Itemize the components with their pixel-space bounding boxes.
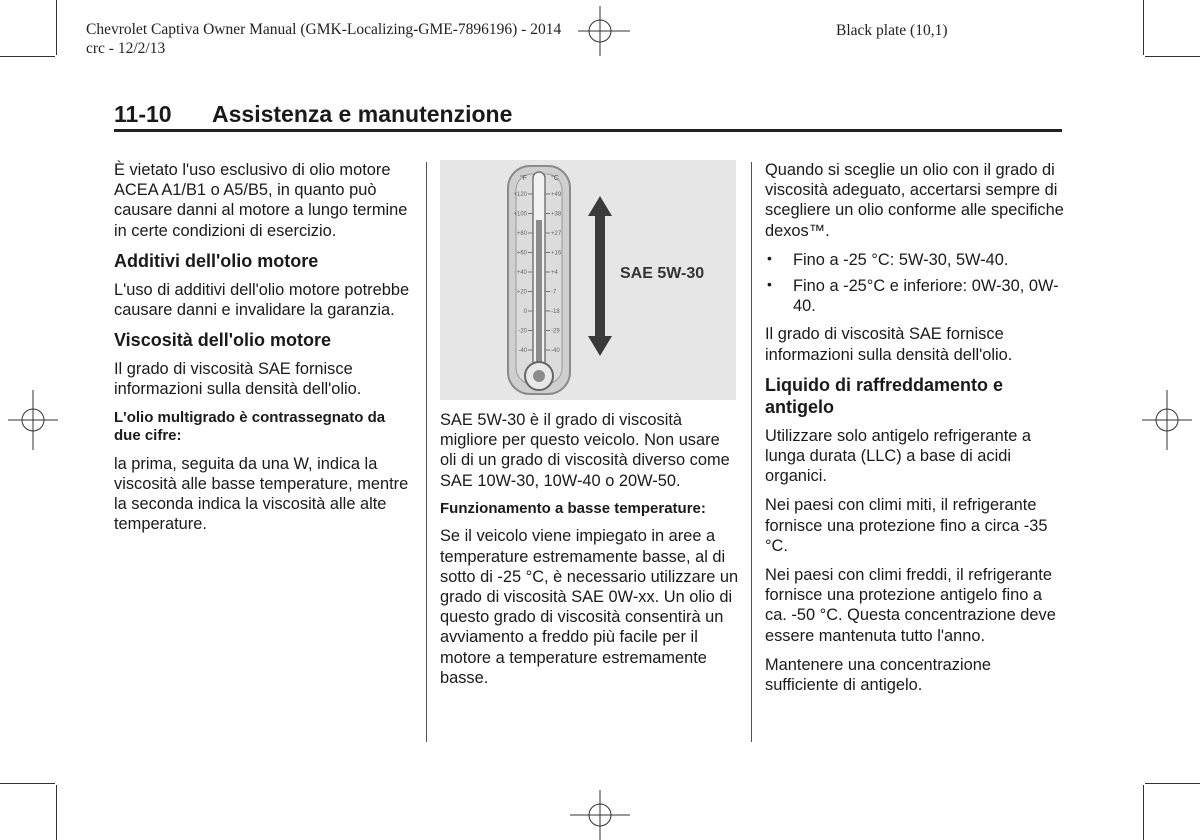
print-date-line: crc - 12/2/13 [86, 40, 166, 57]
bullet-marker: • [767, 249, 772, 266]
list-item-text: Fino a -25°C e inferiore: 0W-30, 0W-40. [793, 277, 1059, 316]
page-number: 11-10 [114, 101, 172, 127]
intro-paragraph: È vietato l'uso esclusivo di olio motore ACEA A1/B1 o A5/B5, in quanto può causare danni al motore a lungo termine in certe condizioni di esercizio. [114, 161, 408, 240]
tick-label-fahrenheit: +80 [516, 231, 527, 237]
paragraph-llc: Utilizzare solo antigelo refrigerante a lunga durata (LLC) a base di acidi organici. [765, 426, 1032, 486]
paragraph-viscosita: Il grado di viscosità SAE fornisce informazioni sulla densità dell'olio. [114, 360, 362, 399]
unit-fahrenheit: °F [520, 175, 528, 182]
tick-label-fahrenheit: -40 [518, 348, 527, 354]
paragraph-climi-miti: Nei paesi con climi miti, il refrigerante fornisce una protezione fino a circa -35 °C. [765, 496, 1048, 555]
tick-label-fahrenheit: 0 [523, 309, 527, 315]
list-item-text: Fino a -25 °C: 5W-30, 5W-40. [793, 250, 1009, 269]
crop-mark [1143, 0, 1144, 55]
tick-label-celsius: -18 [551, 309, 560, 315]
column-3 [765, 160, 1065, 704]
crop-mark [56, 0, 57, 55]
manual-title-line: Chevrolet Captiva Owner Manual (GMK-Localizing-GME-7896196) - 2014 [86, 21, 562, 38]
unit-celsius: °C [551, 175, 559, 182]
registration-mark-right [1140, 390, 1200, 450]
tick-label-fahrenheit: +40 [516, 270, 527, 276]
viscosity-figure [440, 160, 736, 400]
registration-mark-top [570, 6, 630, 56]
crop-mark [56, 785, 57, 840]
list-item [765, 276, 1065, 316]
bullet-marker: • [767, 276, 772, 293]
figure-caption: SAE 5W-30 è il grado di viscosità migliore per questo veicolo. Non usare oli di un grado di viscosità diverso come SAE 10W-30, 10W-40 o 20W-50. [440, 411, 730, 490]
crop-mark [1145, 783, 1200, 784]
tick-label-fahrenheit: -20 [518, 328, 527, 335]
tick-label-fahrenheit: +20 [516, 289, 527, 296]
intro-paragraph: Quando si sceglie un olio con il grado di viscosità adeguato, accertarsi sempre di scegliere un olio conforme alle specifiche dexos™. [765, 161, 1064, 240]
heading-additivi: Additivi dell'olio motore [114, 250, 319, 271]
tick-label-fahrenheit: +120 [513, 192, 527, 198]
tick-label-celsius: -40 [551, 348, 560, 354]
tick-label-celsius: +16 [551, 250, 562, 257]
title-rule [114, 129, 1062, 132]
tick-label-celsius: +4 [551, 270, 558, 276]
paragraph-mantenere: Mantenere una concentrazione sufficiente di antigelo. [765, 655, 991, 695]
section-title [114, 101, 1062, 131]
tick-label-celsius: -29 [551, 328, 560, 335]
column-1 [114, 160, 414, 543]
paragraph-climi-freddi: Nei paesi con climi freddi, il refrigerante fornisce una protezione antigelo fino a ca. -50 °C. Questa concentrazione deve essere mantenuta tutto l'anno. [765, 566, 1056, 645]
column-divider [751, 162, 752, 742]
crop-mark [1143, 785, 1144, 840]
heading-liquido: Liquido di raffreddamento e antigelo [765, 374, 1004, 417]
paragraph-multigrado: la prima, seguita da una W, indica la viscosità alle basse temperature, mentre la seconda indica la viscosità alle alte temperature. [114, 454, 409, 534]
registration-mark-left [0, 390, 60, 450]
subheading-basse-temperature: Funzionamento a basse temperature: [440, 499, 706, 517]
crop-mark [0, 56, 55, 57]
page-title: Assistenza e manutenzione [212, 101, 513, 127]
plate-label: Black plate (10,1) [836, 22, 948, 39]
subheading-multigrado: L'olio multigrado è contrassegnato da due cifre: [114, 408, 386, 445]
print-header [86, 20, 561, 58]
tick-label-celsius: -7 [551, 289, 557, 296]
heading-viscosita: Viscosità dell'olio motore [114, 330, 332, 351]
thermometer-illustration [440, 160, 736, 400]
crop-mark [1145, 56, 1200, 57]
registration-mark-bottom [570, 790, 630, 840]
tick-label-celsius: +49 [551, 192, 562, 198]
tick-label-celsius: +38 [551, 211, 562, 218]
column-divider [426, 162, 427, 742]
tick-label-fahrenheit: +100 [513, 211, 527, 218]
paragraph-sae: Il grado di viscosità SAE fornisce informazioni sulla densità dell'olio. [765, 325, 1013, 364]
paragraph-basse-temperature: Se il veicolo viene impiegato in aree a temperature estremamente basse, al di sotto di -25 °C, è necessario utilizzare un grado di viscosità SAE 0W-xx. Un olio di questo grado di viscosità consentirà un avviamento a freddo più facile per il motore a temperature estremamente basse. [440, 527, 739, 687]
tick-label-fahrenheit: +60 [516, 250, 527, 257]
tick-label-celsius: +27 [551, 231, 562, 237]
viscosity-bullet-list [765, 250, 1065, 317]
crop-mark [0, 783, 55, 784]
column-2 [440, 160, 740, 697]
paragraph-additivi: L'uso di additivi dell'olio motore potrebbe causare danni e invalidare la garanzia. [114, 280, 410, 320]
list-item [765, 250, 1065, 270]
sae-label: SAE 5W-30 [620, 265, 705, 282]
